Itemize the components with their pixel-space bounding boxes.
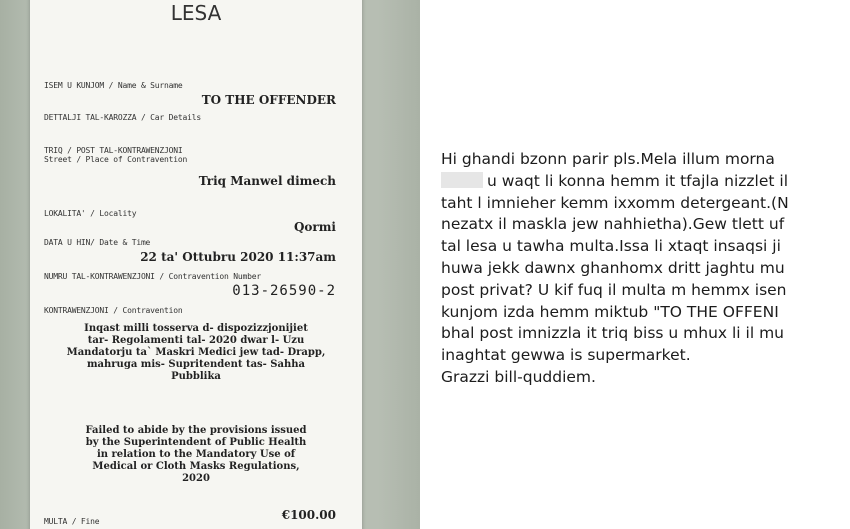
post-line: kunjom izda hemm miktub "TO THE OFFENI	[441, 302, 779, 321]
datetime-label: DATA U HIN/ Date & Time	[44, 238, 151, 247]
datetime-value: 22 ta' Ottubru 2020 11:37am	[140, 250, 336, 264]
ticket-photo	[0, 0, 420, 529]
street-value: Triq Manwel dimech	[198, 174, 336, 188]
contravention-label: KONTRAWENZJONI / Contravention	[44, 306, 183, 315]
mt-line: Pubblika	[171, 371, 221, 382]
en-line: by the Superintendent of Public Health	[85, 437, 307, 448]
fine-value: €100.00	[281, 508, 336, 522]
post-line-with-redaction	[441, 171, 850, 193]
contravention-text-mt	[44, 323, 348, 383]
en-line: Medical or Cloth Masks Regulations,	[92, 461, 300, 472]
post-text	[441, 149, 850, 389]
contravention-text-en	[44, 425, 348, 485]
fine-ticket	[30, 0, 362, 529]
mt-line: mahruga mis- Supritendent tas- Sahha	[86, 359, 306, 370]
post-line: huwa jekk dawnx ghanhomx dritt jaghtu mu	[441, 258, 785, 277]
mt-line: tar- Regolamenti tal- 2020 dwar l- Uzu	[87, 335, 305, 346]
fine-label: MULTA / Fine	[44, 517, 100, 526]
street-label-1: TRIQ / POST TAL-KONTRAWENZJONI	[44, 146, 183, 155]
locality-value: Qormi	[293, 220, 336, 234]
street-label-2: Street / Place of Contravention	[44, 155, 188, 164]
mt-line: Mandatorju ta` Maskri Medici jew tad- Drapp,	[66, 347, 326, 358]
mt-line: Inqast milli tosserva d- dispozizzjonijiet	[84, 323, 308, 334]
post-line: bhal post imnizzla it triq biss u mhux li il mu	[441, 324, 784, 343]
redaction-box	[441, 172, 483, 188]
post-line: post privat? U kif fuq il multa m hemmx isen	[441, 280, 787, 299]
post-line: u waqt li konna hemm it tfajla nizzlet il	[487, 171, 789, 190]
post-line: tal lesa u tawha multa.Issa li xtaqt insaqsi ji	[441, 237, 781, 256]
en-line: Failed to abide by the provisions issued	[85, 425, 307, 436]
name-label: ISEM U KUNJOM / Name & Surname	[44, 81, 183, 90]
contravention-number-label: NUMRU TAL-KONTRAWENZJONI / Contravention Number	[44, 272, 261, 281]
en-line: in relation to the Mandatory Use of	[96, 449, 296, 460]
post-line: Hi ghandi bzonn parir pls.Mela illum morna	[441, 150, 775, 168]
post-line: Grazzi bill-quddiem.	[441, 367, 596, 386]
locality-label: LOKALITA' / Locality	[44, 209, 137, 218]
ticket-title: LESA	[170, 1, 222, 25]
contravention-number-value: 013-26590-2	[232, 283, 336, 299]
post-line: taht l imnieher kemm ixxomm detergeant.(N	[441, 193, 789, 212]
post-line: nezatx il maskla jew nahhietha).Gew tlett uf	[441, 215, 785, 234]
name-value: TO THE OFFENDER	[201, 93, 336, 107]
car-details-label: DETTALJI TAL-KAROZZA / Car Details	[44, 113, 201, 122]
en-line: 2020	[182, 473, 210, 484]
post-line: inaghtat gewwa is supermarket.	[441, 346, 691, 365]
